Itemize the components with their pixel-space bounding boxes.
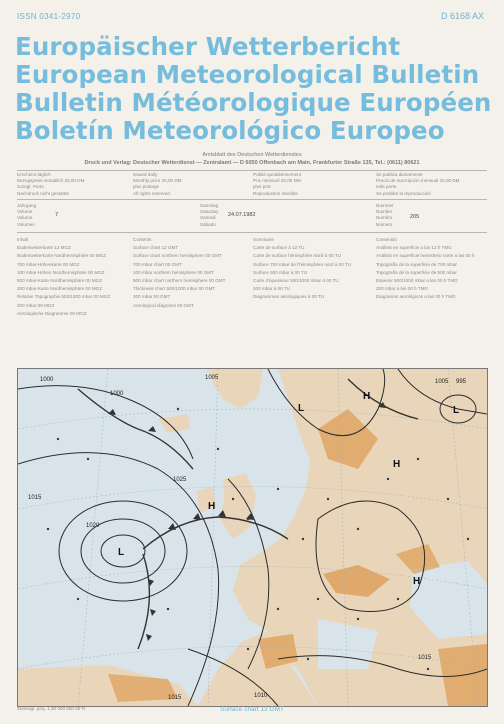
isobar-label: 1025 (173, 477, 187, 483)
title-german: Europäischer Wetterbericht (15, 32, 401, 61)
info-text: Nachdruck nicht gestattet (17, 190, 69, 196)
title-french: Bulletin Météorologique Européen (15, 88, 492, 117)
low-pressure-center: L (118, 547, 125, 558)
isobar-label: 1015 (168, 695, 182, 701)
map-caption: Surface chart 12 GMT (220, 706, 284, 713)
isobar-label: 1000 (40, 377, 54, 383)
issue-number: 205 (410, 214, 420, 220)
number-label: Number (376, 209, 393, 215)
contents-item: Carte de surface hémisphère Nord à 00 TU (253, 253, 342, 259)
issn-label: ISSN 0341-2970 (17, 12, 81, 21)
contents-heading: Inhalt (17, 237, 29, 242)
contents-item: 200 mbar 00 MGZ (17, 302, 55, 308)
info-text: Reproduction interdite (253, 190, 298, 196)
info-text: más porte (376, 184, 397, 190)
contents-item: 100 mbar northern hemisphere 00 GMT (133, 269, 214, 275)
title-spanish: Boletín Meteorológico Europeo (15, 116, 445, 145)
contents-item: Análisis en superficie a las 12 h TMG (376, 245, 452, 251)
high-pressure-center: H (393, 459, 401, 470)
contents-heading: Contenido (376, 237, 397, 242)
contents-item: Bodenwetterkarte Nordhemisphäre 00 MGZ (17, 253, 107, 259)
contents-item: Diagramas aerológicos a las 00 h TMG (376, 294, 456, 300)
volume-label: Jahrgang (17, 203, 37, 208)
contents-item: Thickness chart 500/1000 mbar 00 GMT (133, 286, 216, 292)
issue-date: 24.07.1982 (228, 212, 256, 218)
info-col-es (376, 172, 460, 197)
isobar-label: 1000 (110, 391, 124, 397)
contents-item: Aerological diagrams 00 GMT (133, 302, 194, 308)
contents-fr (253, 236, 351, 302)
isobar-label: 1015 (28, 495, 42, 501)
info-text: zuzügl. Porto (17, 184, 44, 190)
high-pressure-center: H (208, 501, 216, 512)
contents-item: Aerologische Diagramme 00 MGZ (17, 310, 87, 316)
contents-item: 700 mbar chart 00 GMT (133, 261, 182, 267)
contents-es (376, 236, 475, 302)
contents-item: Topografía de la superficie de 700 mbar (376, 261, 457, 267)
surface-chart-svg (18, 369, 487, 706)
publisher-line: Amtsblatt des Deutschen Wetterdienstes (202, 152, 302, 158)
divider (17, 199, 487, 200)
info-text: Publié quotidiennement (253, 172, 302, 177)
isobar-label: 1005 (205, 375, 219, 381)
contents-item: 200 mbar à 00 TU (253, 286, 290, 292)
info-text: Monthly price 20,00 DM (133, 178, 182, 184)
info-col-en (133, 172, 182, 197)
contents-item: 500 mbar-Karte Nordhemisphäre 00 MGZ (17, 278, 103, 284)
day-label: Saturday (200, 209, 219, 215)
contents-item: 700 mbar-Höhenkarte 00 MGZ (17, 261, 80, 267)
number-label: Número (376, 221, 393, 227)
title-block (15, 33, 495, 145)
publisher-address: Druck und Verlag: Deutscher Wetterdienst — Zentralamt — D 6050 Offenbach am Main, Frankfurter Straße 135, Tel.: (0611) 80621 (84, 160, 420, 166)
info-text: Precio de suscripción mensual 20,00 DM (376, 178, 460, 184)
isobar-label: 1020 (86, 523, 100, 529)
info-text: plus port (253, 184, 271, 190)
contents-item: Surface chart 12 GMT (133, 245, 179, 251)
high-pressure-center: H (363, 391, 371, 402)
number-label: Nummer (376, 203, 394, 208)
info-text: Prix mensuel 20,00 DM (253, 178, 301, 184)
contents-item: Relative Topographie 500/1000 mbar 00 MGZ (17, 294, 111, 300)
info-text: Se prohibe la reproducción (376, 190, 431, 196)
info-col-fr (253, 172, 301, 197)
isobar-label: 1015 (418, 655, 432, 661)
number-labels (376, 203, 394, 228)
low-pressure-center: L (453, 405, 460, 416)
contents-item: 200 mbar a las 00 h TMG (376, 286, 429, 292)
contents-item: 200 mbar 00 GMT (133, 294, 171, 300)
info-text: All rights reserved (133, 190, 170, 196)
contents-en (133, 236, 225, 310)
contents-item: Topografía de la superficie de 500 mbar (376, 269, 457, 275)
contents-item: Surface chart northern hemisphere 00 GMT (133, 253, 222, 259)
day-label: Sábado (200, 221, 216, 227)
day-labels (200, 203, 218, 228)
volume-label: Volume (17, 209, 33, 215)
surface-chart-map (17, 368, 488, 707)
contents-item: Surface 500 mbar à 00 TU (253, 269, 308, 275)
contents-item: Análisis en superficie hemisferio norte a las 00 h (376, 253, 475, 259)
contents-item: Carte d'épaisseur 500/1000 mbar à 00 TU (253, 278, 339, 284)
number-label: Numéro (376, 215, 393, 221)
title-english: European Meteorological Bulletin (15, 60, 480, 89)
contents-heading: Sommaire (253, 237, 274, 242)
day-label: Samedi (200, 215, 216, 221)
contents-item: Espesor 500/1000 mbar a las 00 h TMG (376, 278, 458, 284)
volume-label: Volume (17, 215, 33, 221)
contents-item: Diagrammes aérologiques à 00 TU (253, 294, 325, 300)
contents-item: Surface 700 mbar de l'hémisphère nord à 00 TU (253, 261, 352, 267)
info-col-de (17, 172, 84, 197)
projection-note: Stereogr. proj. 1:30 000 000 60°N (17, 706, 86, 711)
volume-number: 7 (55, 212, 59, 218)
contents-item: 300 mbar-Karte Nordhemisphäre 00 MGZ (17, 286, 103, 292)
divider (17, 232, 487, 233)
info-text: Se publica diariamente (376, 172, 423, 177)
contents-item: Bodenwetterkarte 12 MGZ (17, 245, 71, 251)
contents-de (17, 236, 110, 318)
info-text: Issued daily (133, 172, 158, 177)
low-pressure-center: L (298, 403, 305, 414)
contents-item: 100 mbar-Höhen Nordhemisphäre 00 MGZ (17, 269, 105, 275)
divider (17, 170, 487, 171)
contents-item: Carte de surface à 12 TU (253, 245, 305, 251)
isobar-label: 1005 (435, 379, 449, 385)
document-id: D 6168 AX (440, 11, 484, 21)
isobar-label: 995 (456, 379, 467, 385)
info-text: plus postage (133, 184, 160, 190)
info-text: Bezugspreis monatlich 20,00 DM (17, 178, 85, 184)
contents-item: 500 mbar chart northern hemisphere 00 GMT (133, 278, 226, 284)
isobar-label: 1010 (254, 693, 268, 699)
info-text: Erscheint täglich (17, 172, 51, 177)
high-pressure-center: H (413, 576, 421, 587)
volume-label: Volumen (17, 221, 35, 227)
volume-labels (17, 203, 36, 228)
day-label: Samstag (200, 203, 219, 208)
contents-heading: Contents (133, 237, 152, 242)
